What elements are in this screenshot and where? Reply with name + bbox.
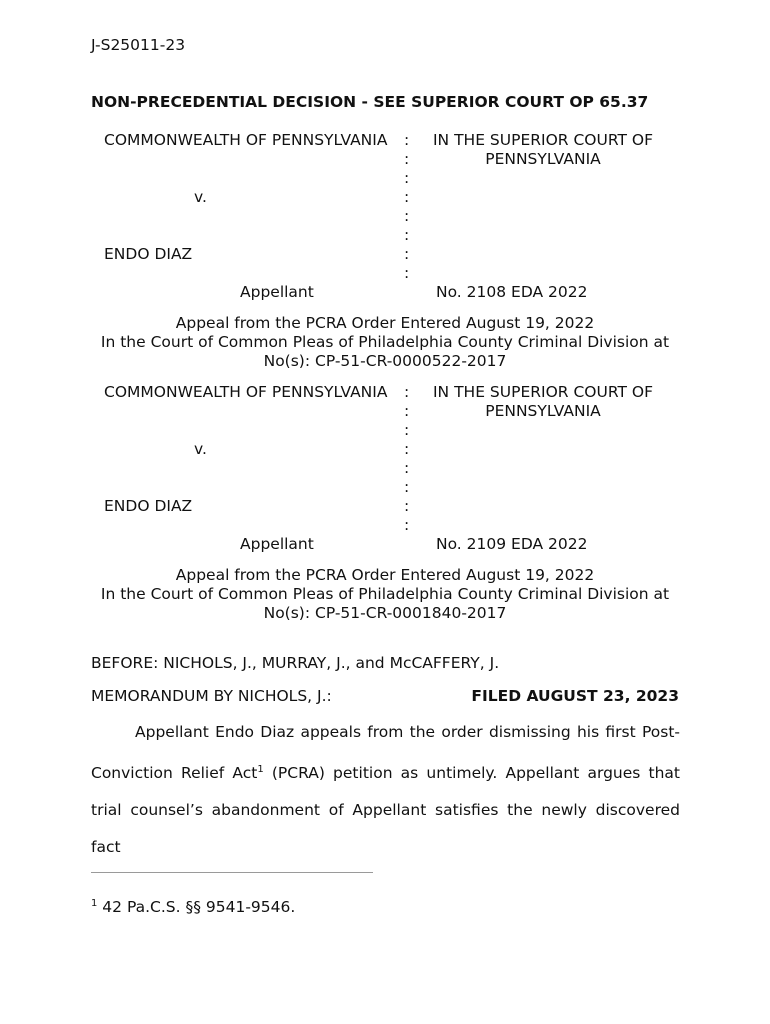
footnote-marker: 1 [91, 898, 98, 909]
appeal-line2: In the Court of Common Pleas of Philadelphia County Criminal Division at [100, 585, 670, 603]
appeal-line1: Appeal from the PCRA Order Entered August 19, 2022 [175, 314, 595, 332]
caption-versus: v. [194, 188, 207, 206]
memorandum-author: MEMORANDUM BY NICHOLS, J.: [91, 687, 332, 705]
caption-plaintiff: COMMONWEALTH OF PENNSYLVANIA [104, 131, 388, 149]
court-name-line2: PENNSYLVANIA [485, 402, 601, 420]
non-precedential-notice: NON-PRECEDENTIAL DECISION - SEE SUPERIOR COURT OP 65.37 [91, 93, 649, 111]
filed-date: FILED AUGUST 23, 2023 [471, 687, 679, 705]
caption-versus: v. [194, 440, 207, 458]
caption-defendant: ENDO DIAZ [104, 497, 193, 515]
caption-role: Appellant [240, 283, 314, 301]
panel-judges: BEFORE: NICHOLS, J., MURRAY, J., and McCAFFERY, J. [91, 654, 500, 672]
court-name-line1: IN THE SUPERIOR COURT OF [432, 131, 654, 149]
footnote-text: 42 Pa.C.S. §§ 9541-9546. [97, 898, 296, 916]
caption-defendant: ENDO DIAZ [104, 245, 193, 263]
case-number: No. 2109 EDA 2022 [436, 535, 588, 553]
caption-plaintiff: COMMONWEALTH OF PENNSYLVANIA [104, 383, 388, 401]
court-name-line1: IN THE SUPERIOR COURT OF [432, 383, 654, 401]
paragraph-text-2: (PCRA) petition as untimely. Appellant argues that trial counsel’s abandonment of Appellant satisfies the newly discovered fact [91, 764, 681, 856]
appeal-line3: No(s): CP-51-CR-0001840-2017 [263, 604, 507, 622]
appeal-line2: In the Court of Common Pleas of Philadelphia County Criminal Division at [100, 333, 670, 351]
appeal-line3: No(s): CP-51-CR-0000522-2017 [263, 352, 507, 370]
caption-divider: : : : : : : : : [404, 131, 410, 282]
appeal-line1: Appeal from the PCRA Order Entered August 19, 2022 [175, 566, 595, 584]
opinion-paragraph [91, 714, 680, 866]
footnote-reference[interactable]: 1 [257, 764, 264, 775]
court-name-line2: PENNSYLVANIA [485, 150, 601, 168]
paragraph-text-1: Appellant Endo Diaz appeals from the order dismissing his first Post-Conviction Relief Act [91, 723, 680, 782]
footnote [91, 894, 295, 917]
caption-divider: : : : : : : : : [404, 383, 410, 534]
caption-role: Appellant [240, 535, 314, 553]
case-number: No. 2108 EDA 2022 [436, 283, 588, 301]
docket-code: J-S25011-23 [91, 36, 186, 54]
footnote-divider [91, 872, 373, 873]
